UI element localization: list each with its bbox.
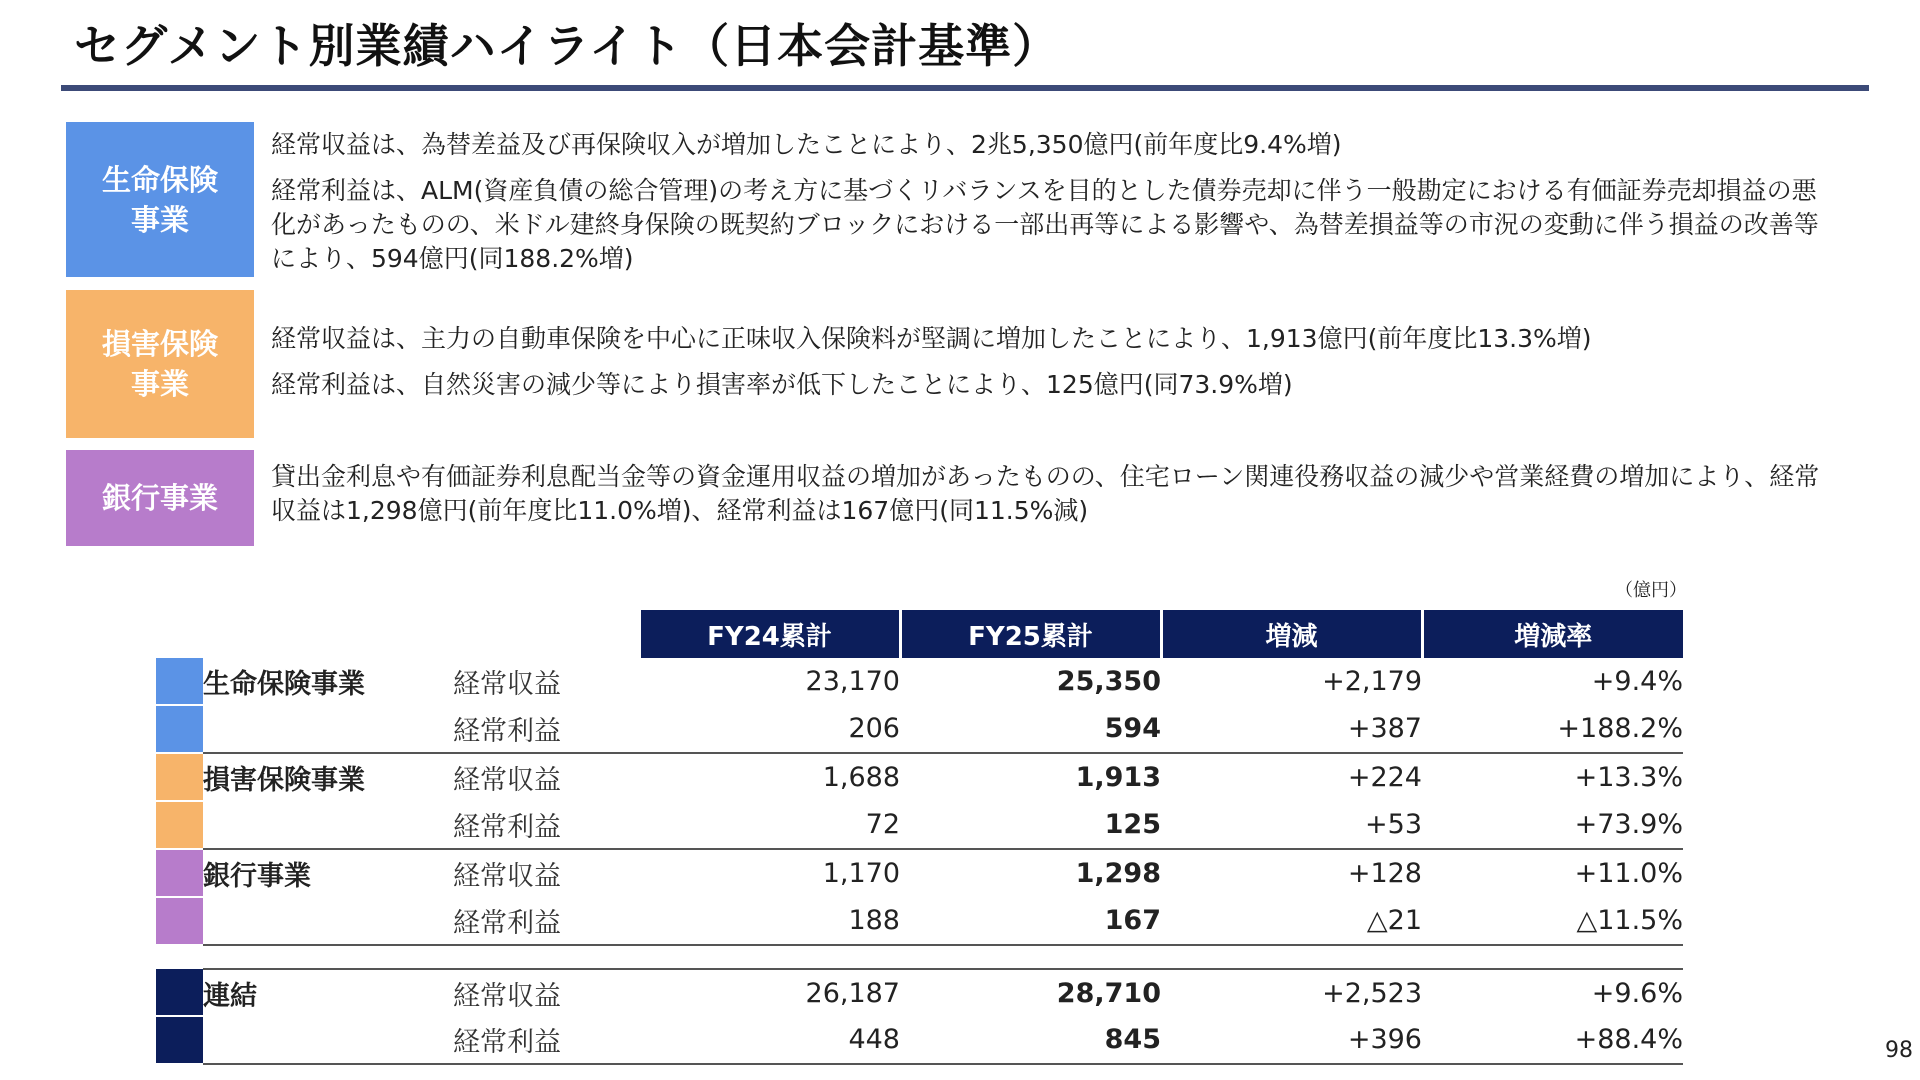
- row-fy24: 72: [639, 801, 900, 849]
- nonlife-revenue-text: 経常収益は、主力の自動車保険を中心に正味収入保険料が堅調に増加したことにより、1,913億円(前年度比13.3%増): [271, 324, 1592, 353]
- row-segment: 銀行事業: [203, 861, 311, 892]
- row-change: +396: [1161, 1016, 1422, 1064]
- segment-color-bar: [156, 801, 203, 849]
- row-segment: 損害保険事業: [203, 765, 365, 796]
- life-profit-text: 経常利益は、ALM(資産負債の総合管理)の考え方に基づくリバランスを目的とした債券売却に伴う一般勘定における有価証券売却損益の悪化があったものの、米ドル建終身保険の既契約ブロックにおける一部出再等による影響や、為替差損益等の市況の変動に伴う損益の改善等により、594億円(同188.2%増): [271, 176, 1819, 273]
- row-change: +2,523: [1161, 969, 1422, 1016]
- segment-text-nonlife: [271, 322, 1831, 414]
- row-metric: 経常収益: [453, 765, 561, 796]
- row-fy24: 188: [639, 897, 900, 945]
- row-change: +224: [1347, 762, 1422, 793]
- segment-text-life: [271, 128, 1831, 288]
- table-row: [156, 849, 1683, 897]
- segment-label-nonlife-line1: 損害保険: [101, 327, 218, 361]
- row-metric: 経常収益: [453, 669, 561, 700]
- row-fy24: 448: [639, 1016, 900, 1064]
- page-title: セグメント別業績ハイライト（日本会計基準）: [74, 19, 1060, 73]
- row-change: +2,179: [1322, 666, 1422, 697]
- row-fy25: 25,350: [1056, 666, 1161, 697]
- table-header-row: [156, 610, 1683, 658]
- row-fy25: 167: [900, 897, 1161, 945]
- title-divider: [61, 85, 1869, 91]
- table-spacer: [156, 945, 1683, 969]
- header-blank: [156, 610, 203, 658]
- row-segment: 連結: [203, 969, 453, 1016]
- row-rate: +11.0%: [1574, 858, 1683, 889]
- row-rate: +9.4%: [1591, 666, 1683, 697]
- header-fy24: FY24累計: [639, 610, 900, 658]
- row-fy25: 594: [900, 705, 1161, 753]
- header-blank: [453, 610, 639, 658]
- row-metric: 経常利益: [453, 801, 639, 849]
- segment-label-life: [66, 122, 254, 277]
- nonlife-profit-text: 経常利益は、自然災害の減少等により損害率が低下したことにより、125億円(同73.9%増): [271, 370, 1293, 399]
- row-metric: 経常利益: [453, 1016, 639, 1064]
- row-change: +53: [1161, 801, 1422, 849]
- row-rate: +88.4%: [1422, 1016, 1683, 1064]
- row-fy25: 1,298: [1075, 858, 1161, 889]
- segment-label-bank: [66, 450, 254, 546]
- row-rate: +13.3%: [1574, 762, 1683, 793]
- segment-label-life-line2: 事業: [130, 202, 189, 237]
- header-change: 増減: [1161, 610, 1422, 658]
- row-rate: +9.6%: [1422, 969, 1683, 1016]
- life-revenue-text: 経常収益は、為替差益及び再保険収入が増加したことにより、2兆5,350億円(前年度比9.4%増): [271, 130, 1342, 159]
- segment-color-bar: [156, 1016, 203, 1064]
- table-row: [156, 705, 1683, 753]
- row-fy24: 1,170: [822, 858, 900, 889]
- table-row: [156, 658, 1683, 705]
- segment-label-life-line1: 生命保険: [101, 162, 218, 197]
- row-metric: 経常利益: [453, 705, 639, 753]
- header-fy25: FY25累計: [900, 610, 1161, 658]
- row-change: +128: [1347, 858, 1422, 889]
- table-spacer-row: [156, 945, 1683, 969]
- segment-color-bar: [156, 705, 203, 753]
- row-segment: 生命保険事業: [203, 669, 365, 700]
- unit-label: （億円）: [1615, 580, 1687, 601]
- table-row: [156, 801, 1683, 849]
- bank-summary-text: 貸出金利息や有価証券利息配当金等の資金運用収益の増加があったものの、住宅ローン関連役務収益の減少や営業経費の増加により、経常収益は1,298億円(前年度比11.0%増)、経常利益は167億円(同11.5%減): [271, 462, 1820, 525]
- segment-label-bank-text: 銀行事業: [101, 481, 218, 515]
- row-fy24: 206: [639, 705, 900, 753]
- row-segment: [203, 801, 453, 849]
- row-rate: △11.5%: [1422, 897, 1683, 945]
- row-segment: [203, 897, 453, 945]
- segment-color-bar: [156, 969, 203, 1016]
- row-fy24: 26,187: [639, 969, 900, 1016]
- segment-color-bar: [156, 753, 203, 801]
- header-change-rate: 増減率: [1422, 610, 1683, 658]
- header-blank: [203, 610, 453, 658]
- row-change: △21: [1161, 897, 1422, 945]
- row-fy25: 1,913: [1075, 762, 1161, 793]
- row-segment: [203, 705, 453, 753]
- table-row: [156, 753, 1683, 801]
- segment-label-nonlife: [66, 290, 254, 438]
- row-fy25: 845: [900, 1016, 1161, 1064]
- table-row: [156, 1016, 1683, 1064]
- segment-text-bank: [271, 460, 1831, 540]
- segment-color-bar: [156, 897, 203, 945]
- row-metric: 経常収益: [453, 861, 561, 892]
- row-metric: 経常利益: [453, 897, 639, 945]
- row-fy25: 125: [900, 801, 1161, 849]
- row-change: +387: [1161, 705, 1422, 753]
- segment-results-table: [156, 610, 1683, 1065]
- page-number: 98: [1885, 1038, 1913, 1063]
- row-fy24: 23,170: [805, 666, 900, 697]
- row-segment: [203, 1016, 453, 1064]
- row-metric: 経常収益: [453, 969, 639, 1016]
- row-fy25: 28,710: [900, 969, 1161, 1016]
- row-rate: +188.2%: [1422, 705, 1683, 753]
- segment-label-nonlife-line2: 事業: [130, 367, 189, 401]
- table-row: [156, 969, 1683, 1016]
- row-rate: +73.9%: [1422, 801, 1683, 849]
- table-row: [156, 897, 1683, 945]
- row-fy24: 1,688: [822, 762, 900, 793]
- segment-color-bar: [156, 658, 203, 705]
- segment-color-bar: [156, 849, 203, 897]
